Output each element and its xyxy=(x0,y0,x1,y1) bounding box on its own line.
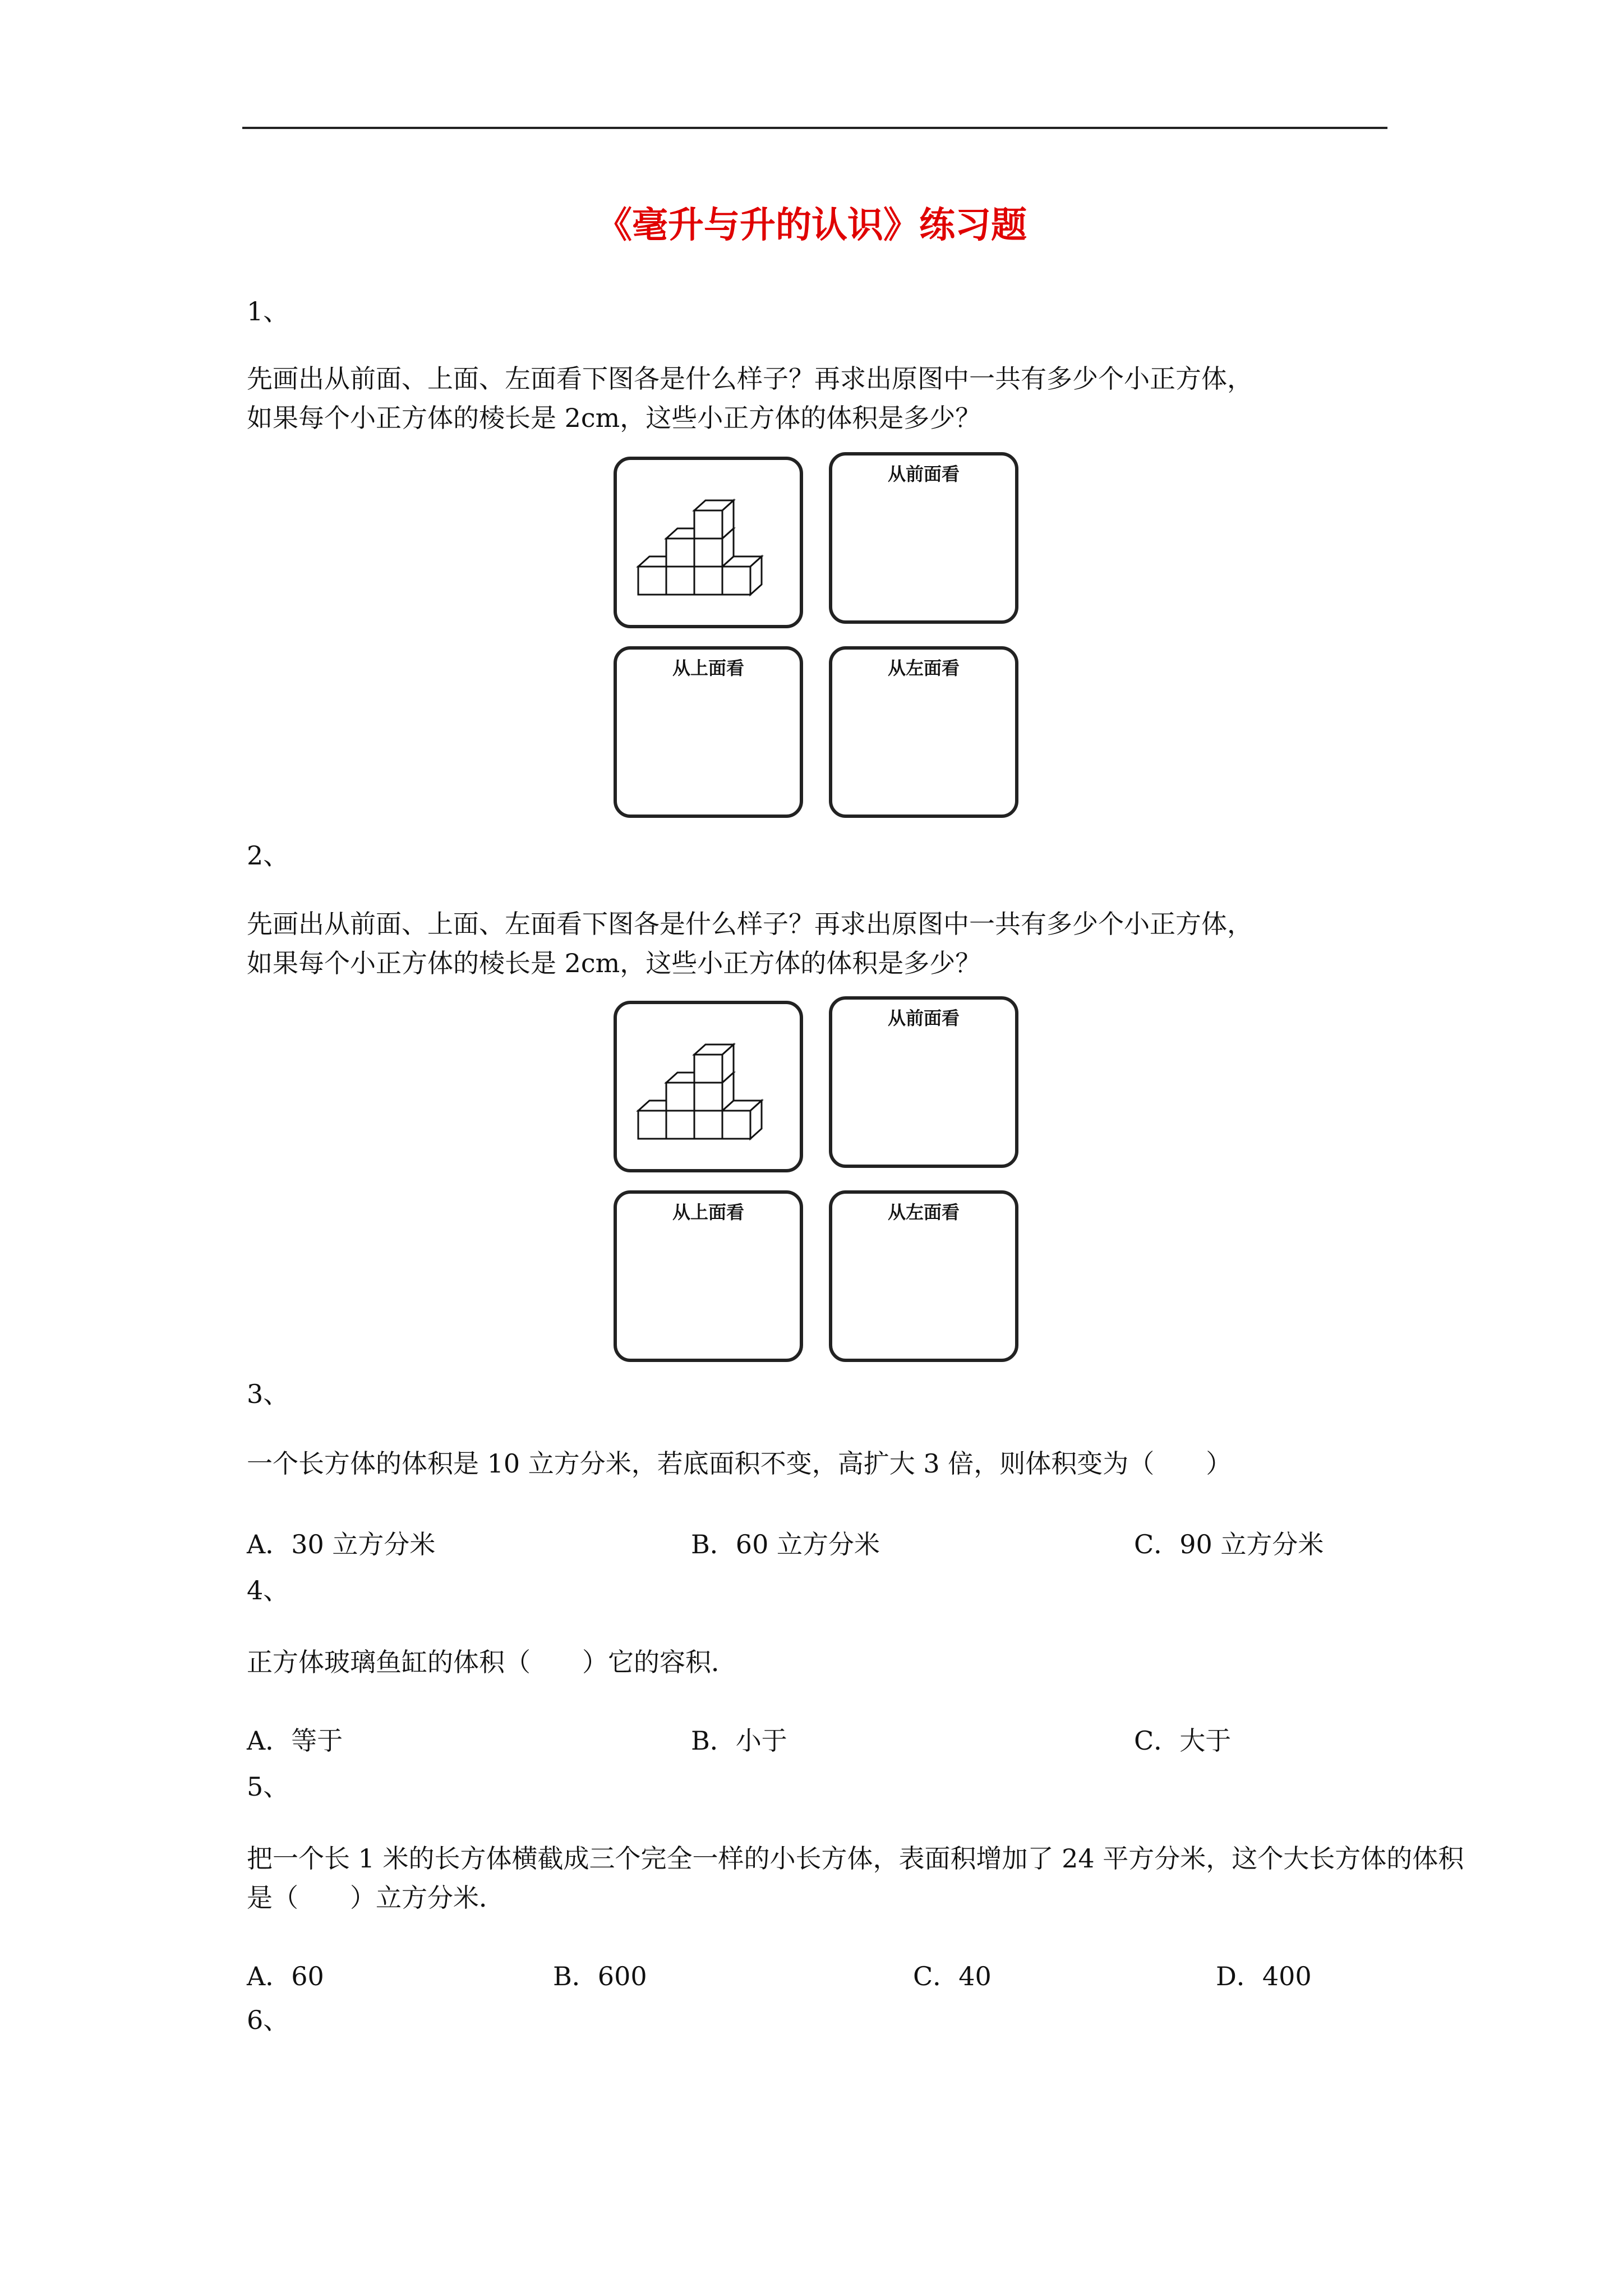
question-3-option-a: A．30 立方分米 xyxy=(247,1529,436,1559)
question-1-number: 1、 xyxy=(247,296,289,326)
question-5-stem-line2: 是（ ）立方分米． xyxy=(247,1883,505,1913)
question-3-number: 3、 xyxy=(247,1379,289,1409)
question-5-option-a: A．60 xyxy=(247,1961,324,1991)
cube-stack-panel xyxy=(614,1001,803,1172)
left-view-label: 从左面看 xyxy=(887,657,960,679)
question-5-number: 5、 xyxy=(247,1772,289,1802)
question-5-option-b: B．600 xyxy=(553,1961,647,1991)
top-view-panel xyxy=(614,1190,803,1362)
question-5-option-c: C．40 xyxy=(913,1961,992,1991)
question-1-stem-line2: 如果每个小正方体的棱长是 2cm，这些小正方体的体积是多少？ xyxy=(247,403,981,433)
front-view-panel xyxy=(829,996,1018,1168)
top-view-label: 从上面看 xyxy=(672,657,744,679)
question-2-number: 2、 xyxy=(247,840,289,871)
question-4-option-a: A．等于 xyxy=(247,1726,343,1756)
question-4-number: 4、 xyxy=(247,1575,289,1605)
question-3-option-c: C．90 立方分米 xyxy=(1134,1529,1324,1559)
question-3-option-b: B．60 立方分米 xyxy=(691,1529,880,1559)
cube-stack-image xyxy=(627,482,795,611)
question-1-figure xyxy=(614,452,1045,822)
cube-stack-image xyxy=(627,1027,795,1156)
front-view-panel xyxy=(829,452,1018,624)
question-5-stem-line1: 把一个长 1 米的长方体横截成三个完全一样的小长方体，表面积增加了 24 平方分米，这个大长方体的体积 xyxy=(247,1843,1464,1874)
question-5-option-d: D．400 xyxy=(1216,1961,1312,1991)
question-4-option-b: B．小于 xyxy=(691,1726,787,1756)
question-2-figure xyxy=(614,996,1045,1366)
front-view-label: 从前面看 xyxy=(887,463,960,485)
question-4-option-c: C．大于 xyxy=(1134,1726,1232,1756)
front-view-label: 从前面看 xyxy=(887,1007,960,1029)
left-view-panel xyxy=(829,1190,1018,1362)
page-title: 《毫升与升的认识》练习题 xyxy=(596,205,1027,246)
question-3-stem: 一个长方体的体积是 10 立方分米，若底面积不变，高扩大 3 倍，则体积变为（ ） xyxy=(247,1448,1232,1479)
top-view-label: 从上面看 xyxy=(672,1202,744,1223)
question-2-stem-line1: 先画出从前面、上面、左面看下图各是什么样子？再求出原图中一共有多少个小正方体， xyxy=(247,909,1253,939)
question-4-stem: 正方体玻璃鱼缸的体积（ ）它的容积． xyxy=(247,1647,737,1677)
header-rule xyxy=(242,127,1387,129)
top-view-panel xyxy=(614,646,803,818)
left-view-label: 从左面看 xyxy=(887,1202,960,1223)
left-view-panel xyxy=(829,646,1018,818)
question-6-number: 6、 xyxy=(247,2005,289,2035)
cube-stack-panel xyxy=(614,457,803,628)
question-2-stem-line2: 如果每个小正方体的棱长是 2cm，这些小正方体的体积是多少？ xyxy=(247,948,981,978)
question-1-stem-line1: 先画出从前面、上面、左面看下图各是什么样子？再求出原图中一共有多少个小正方体， xyxy=(247,364,1253,394)
